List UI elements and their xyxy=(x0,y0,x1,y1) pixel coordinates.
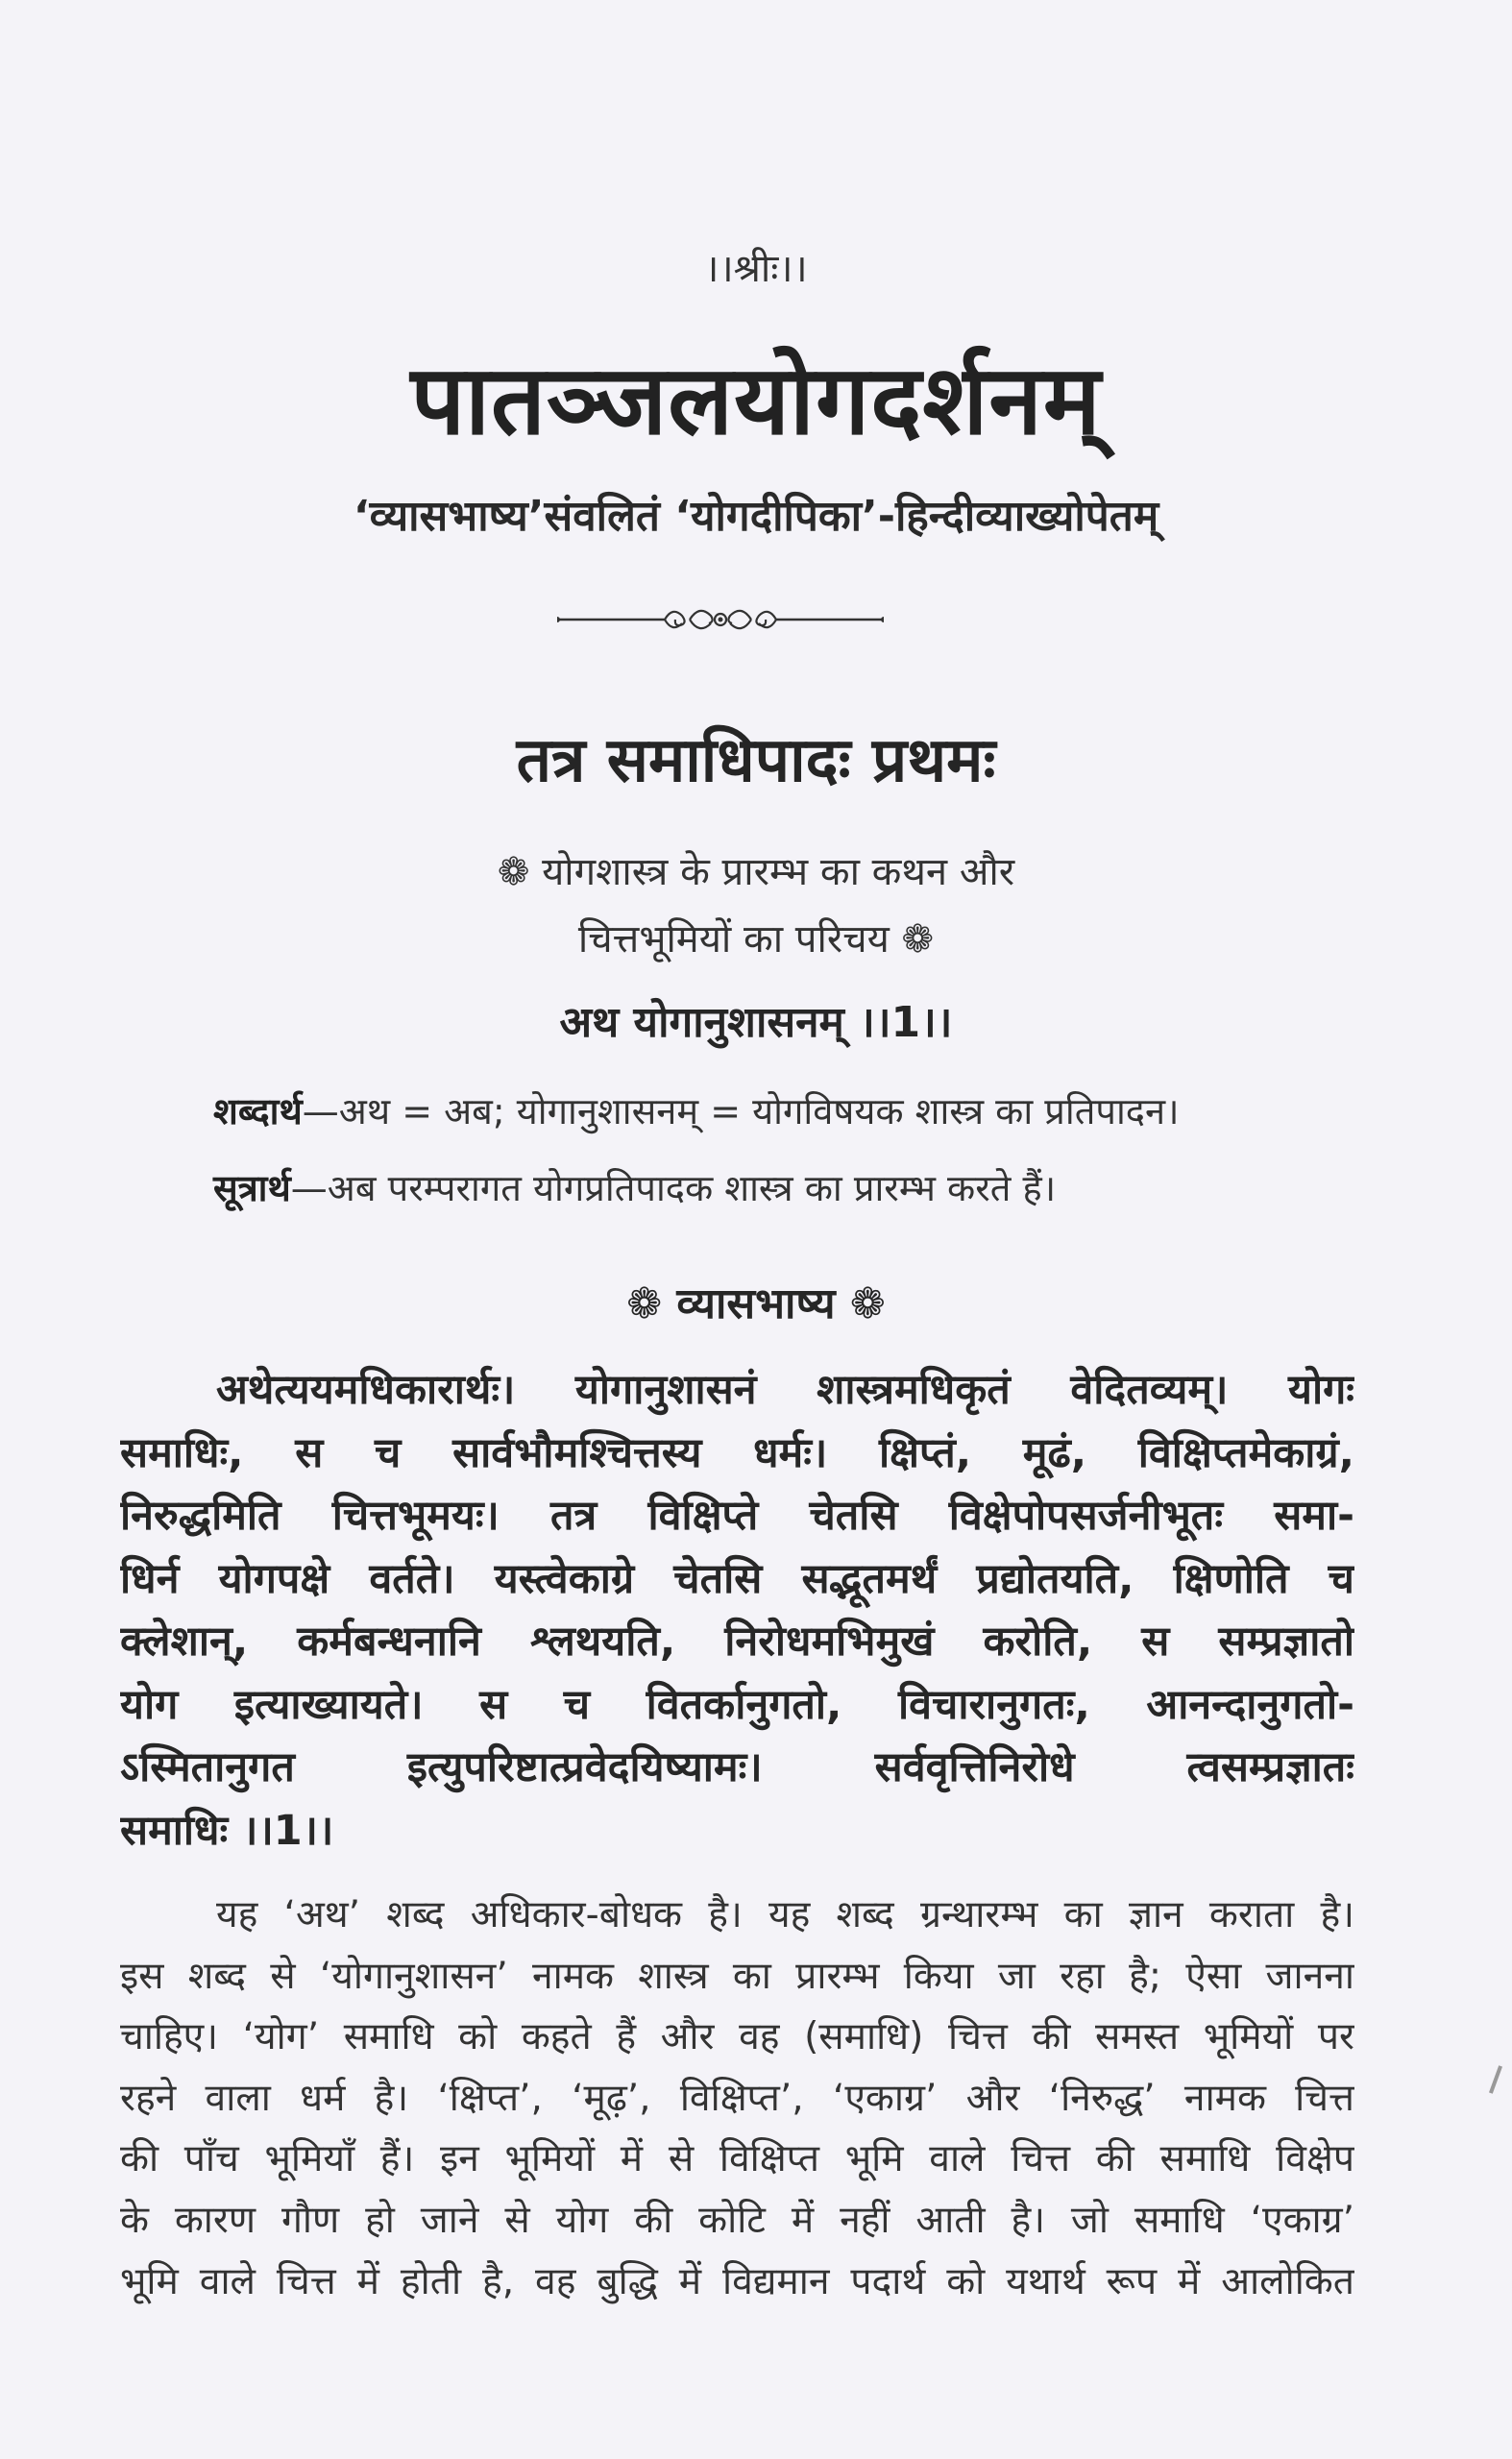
bhashya-heading: ❁ व्यासभाष्य ❁ xyxy=(626,1279,886,1328)
bhashya-line: योग इत्याख्यायते। स च वितर्कानुगतो, विचारानुगतः, आनन्दानुगतो- xyxy=(120,1680,1354,1729)
bhashya-line: धिर्न योगपक्षे वर्तते। यस्त्वेकाग्रे चेतसि सद्भूतमर्थं प्रद्योतयति, क्षिणोति च xyxy=(120,1554,1354,1603)
bhashya-paragraph xyxy=(120,1359,1354,1863)
bhashya-line: अथेत्ययमधिकारार्थः। योगानुशासनं शास्त्रमधिकृतं वेदितव्यम्। योगः xyxy=(216,1366,1354,1414)
commentary-line: भूमि वाले चित्त में होती है, वह बुद्धि में विद्यमान पदार्थ को यथार्थ रूप में आलोकित xyxy=(120,2259,1354,2303)
commentary-line: रहने वाला धर्म है। ‘क्षिप्त’, ‘मूढ़’, विक्षिप्त’, ‘एकाग्र’ और ‘निरुद्ध’ नामक चित्त xyxy=(120,2076,1354,2120)
bhashya-line: निरुद्धमिति चित्तभूमयः। तत्र विक्षिप्ते चेतसि विक्षेपोपसर्जनीभूतः समा- xyxy=(120,1492,1354,1540)
commentary-line: यह ‘अथ’ शब्द अधिकार-बोधक है। यह शब्द ग्रन्थारम्भ का ज्ञान कराता है। xyxy=(216,1893,1354,1936)
ornament-divider-icon xyxy=(557,596,884,644)
book-subtitle: ‘व्यासभाष्य’संवलितं ‘योगदीपिका’-हिन्दीव्याख्योपेतम् xyxy=(353,492,1159,541)
word-meaning-label: शब्दार्थ xyxy=(213,1090,303,1132)
book-title: पातञ्जलयोगदर्शनम् xyxy=(410,344,1102,456)
word-meaning-text: —अथ = अब; योगानुशासनम् = योगविषयक शास्त्र का प्रतिपादन। xyxy=(302,1090,1180,1132)
sutra-text: अथ योगानुशासनम् ।।1।। xyxy=(559,998,953,1047)
topic-line-1: ❁ योगशास्त्र के प्रारम्भ का कथन और xyxy=(497,850,1015,894)
word-meaning xyxy=(213,1085,1347,1135)
bhashya-line: समाधिः, स च सार्वभौमश्चित्तस्य धर्मः। क्षिप्तं, मूढं, विक्षिप्तमेकाग्रं, xyxy=(120,1428,1354,1477)
commentary-line: के कारण गौण हो जाने से योग की कोटि में नहीं आती है। जो समाधि ‘एकाग्र’ xyxy=(120,2198,1354,2242)
topic-line-2: चित्तभूमियों का परिचय ❁ xyxy=(577,917,935,962)
bhashya-line: समाधिः ।।1।। xyxy=(120,1806,334,1855)
sutra-meaning-label: सूत्रार्थ xyxy=(213,1167,291,1209)
bhashya-line: ऽस्मितानुगत इत्युपरिष्टात्प्रवेदयिष्यामः। सर्ववृत्तिनिरोधे त्वसम्प्रज्ञातः xyxy=(120,1743,1354,1791)
commentary-line: चाहिए। ‘योग’ समाधि को कहते हैं और वह (समाधि) चित्त की समस्त भूमियों पर xyxy=(120,2015,1354,2059)
commentary-line: की पाँच भूमियाँ हैं। इन भूमियों में से विक्षिप्त भूमि वाले चित्त की समाधि विक्षेप xyxy=(120,2137,1354,2181)
hindi-commentary-paragraph xyxy=(120,1885,1354,2312)
sutra-meaning xyxy=(213,1162,1347,1212)
margin-mark xyxy=(1489,2065,1502,2094)
bhashya-line: क्लेशान्, कर्मबन्धनानि श्लथयति, निरोधमभिमुखं करोति, स सम्प्रज्ञातो xyxy=(120,1618,1354,1666)
sutra-meaning-text: —अब परम्परागत योगप्रतिपादक शास्त्र का प्रारम्भ करते हैं। xyxy=(290,1167,1057,1209)
commentary-line: इस शब्द से ‘योगानुशासन’ नामक शास्त्र का प्रारम्भ किया जा रहा है; ऐसा जानना xyxy=(120,1954,1354,1998)
chapter-title: तत्र समाधिपादः प्रथमः xyxy=(516,725,996,796)
invocation: ।।श्रीः।। xyxy=(704,247,808,291)
